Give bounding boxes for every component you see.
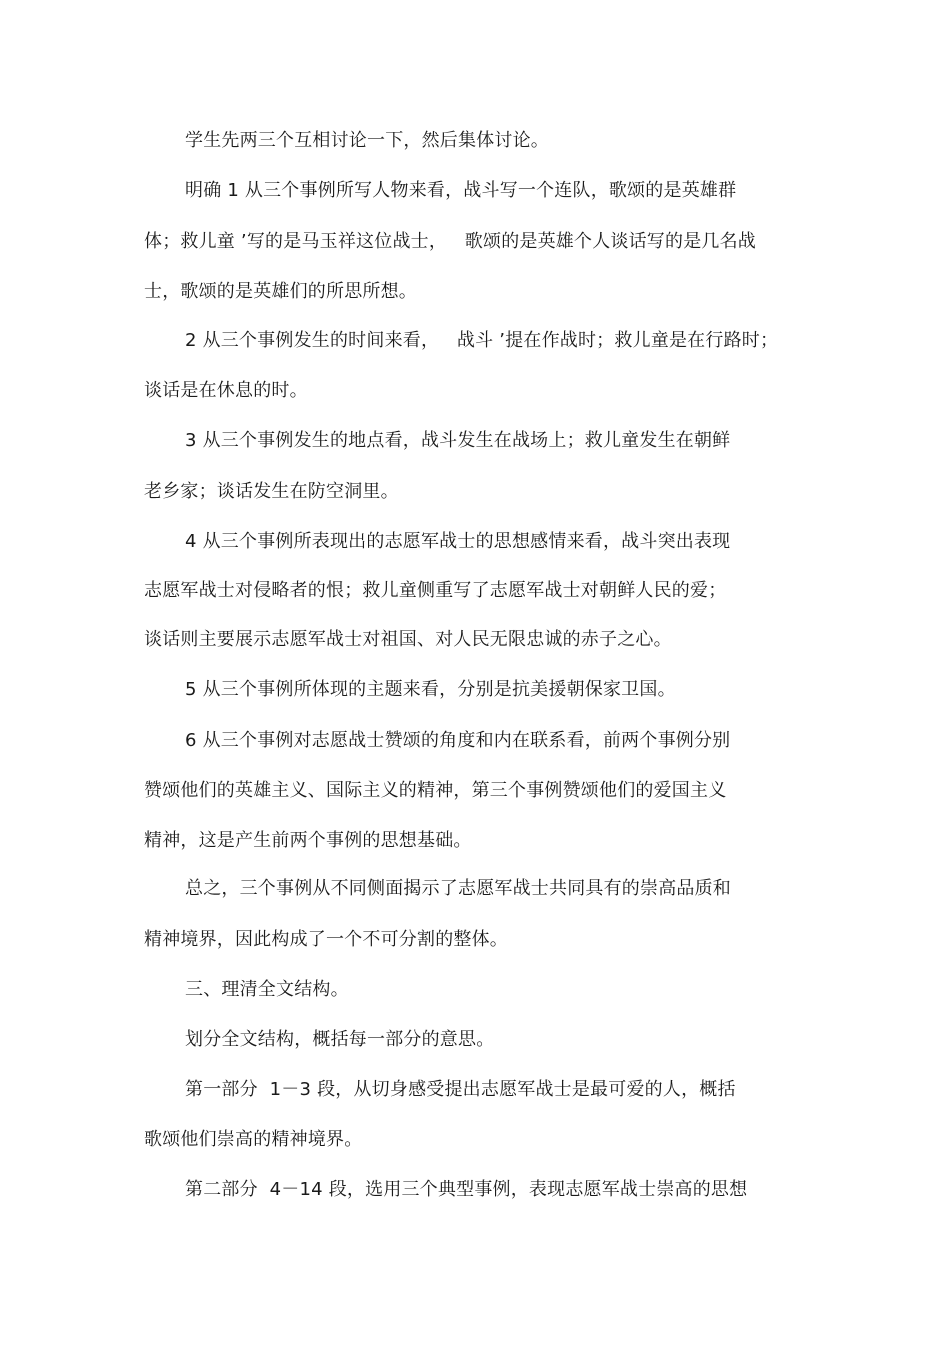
text-line: 志愿军战士对侵略者的恨；救儿童侧重写了志愿军战士对朝鲜人民的爱； (144, 580, 727, 601)
text-line: 歌颂他们崇高的精神境界。 (144, 1129, 363, 1150)
text-line: 明确 1 从三个事例所写人物来看，战斗写一个连队，歌颂的是英雄群 (185, 180, 737, 201)
text-line: 2 从三个事例发生的时间来看， 战斗 ’提在作战时；救儿童是在行路时； (185, 330, 779, 351)
text-line: 老乡家；谈话发生在防空洞里。 (144, 481, 399, 502)
text-line: 5 从三个事例所体现的主题来看，分别是抗美援朝保家卫国。 (185, 679, 676, 700)
text-line: 总之，三个事例从不同侧面揭示了志愿军战士共同具有的崇高品质和 (185, 878, 731, 899)
text-line: 体；救儿童 ’写的是马玉祥这位战士， 歌颂的是英雄个人谈话写的是几名战 (144, 231, 757, 252)
text-line: 精神，这是产生前两个事例的思想基础。 (144, 830, 472, 851)
text-line: 精神境界，因此构成了一个不可分割的整体。 (144, 929, 508, 950)
text-line: 3 从三个事例发生的地点看，战斗发生在战场上；救儿童发生在朝鲜 (185, 430, 731, 451)
text-line: 谈话则主要展示志愿军战士对祖国、对人民无限忠诚的赤子之心。 (144, 629, 672, 650)
text-line: 4 从三个事例所表现出的志愿军战士的思想感情来看，战斗突出表现 (185, 531, 731, 552)
section-heading: 三、理清全文结构。 (185, 979, 349, 1000)
text-line: 谈话是在休息的时。 (144, 380, 308, 401)
text-line: 赞颂他们的英雄主义、国际主义的精神，第三个事例赞颂他们的爱国主义 (144, 780, 727, 801)
text-line: 第二部分 4－14 段，选用三个典型事例，表现志愿军战士崇高的思想 (185, 1179, 748, 1200)
text-line: 第一部分 1－3 段，从切身感受提出志愿军战士是最可爱的人，概括 (185, 1079, 736, 1100)
text-line: 划分全文结构，概括每一部分的意思。 (185, 1029, 495, 1050)
text-line: 6 从三个事例对志愿战士赞颂的角度和内在联系看，前两个事例分别 (185, 730, 731, 751)
text-line: 学生先两三个互相讨论一下，然后集体讨论。 (185, 130, 549, 151)
text-line: 士，歌颂的是英雄们的所思所想。 (144, 281, 417, 302)
